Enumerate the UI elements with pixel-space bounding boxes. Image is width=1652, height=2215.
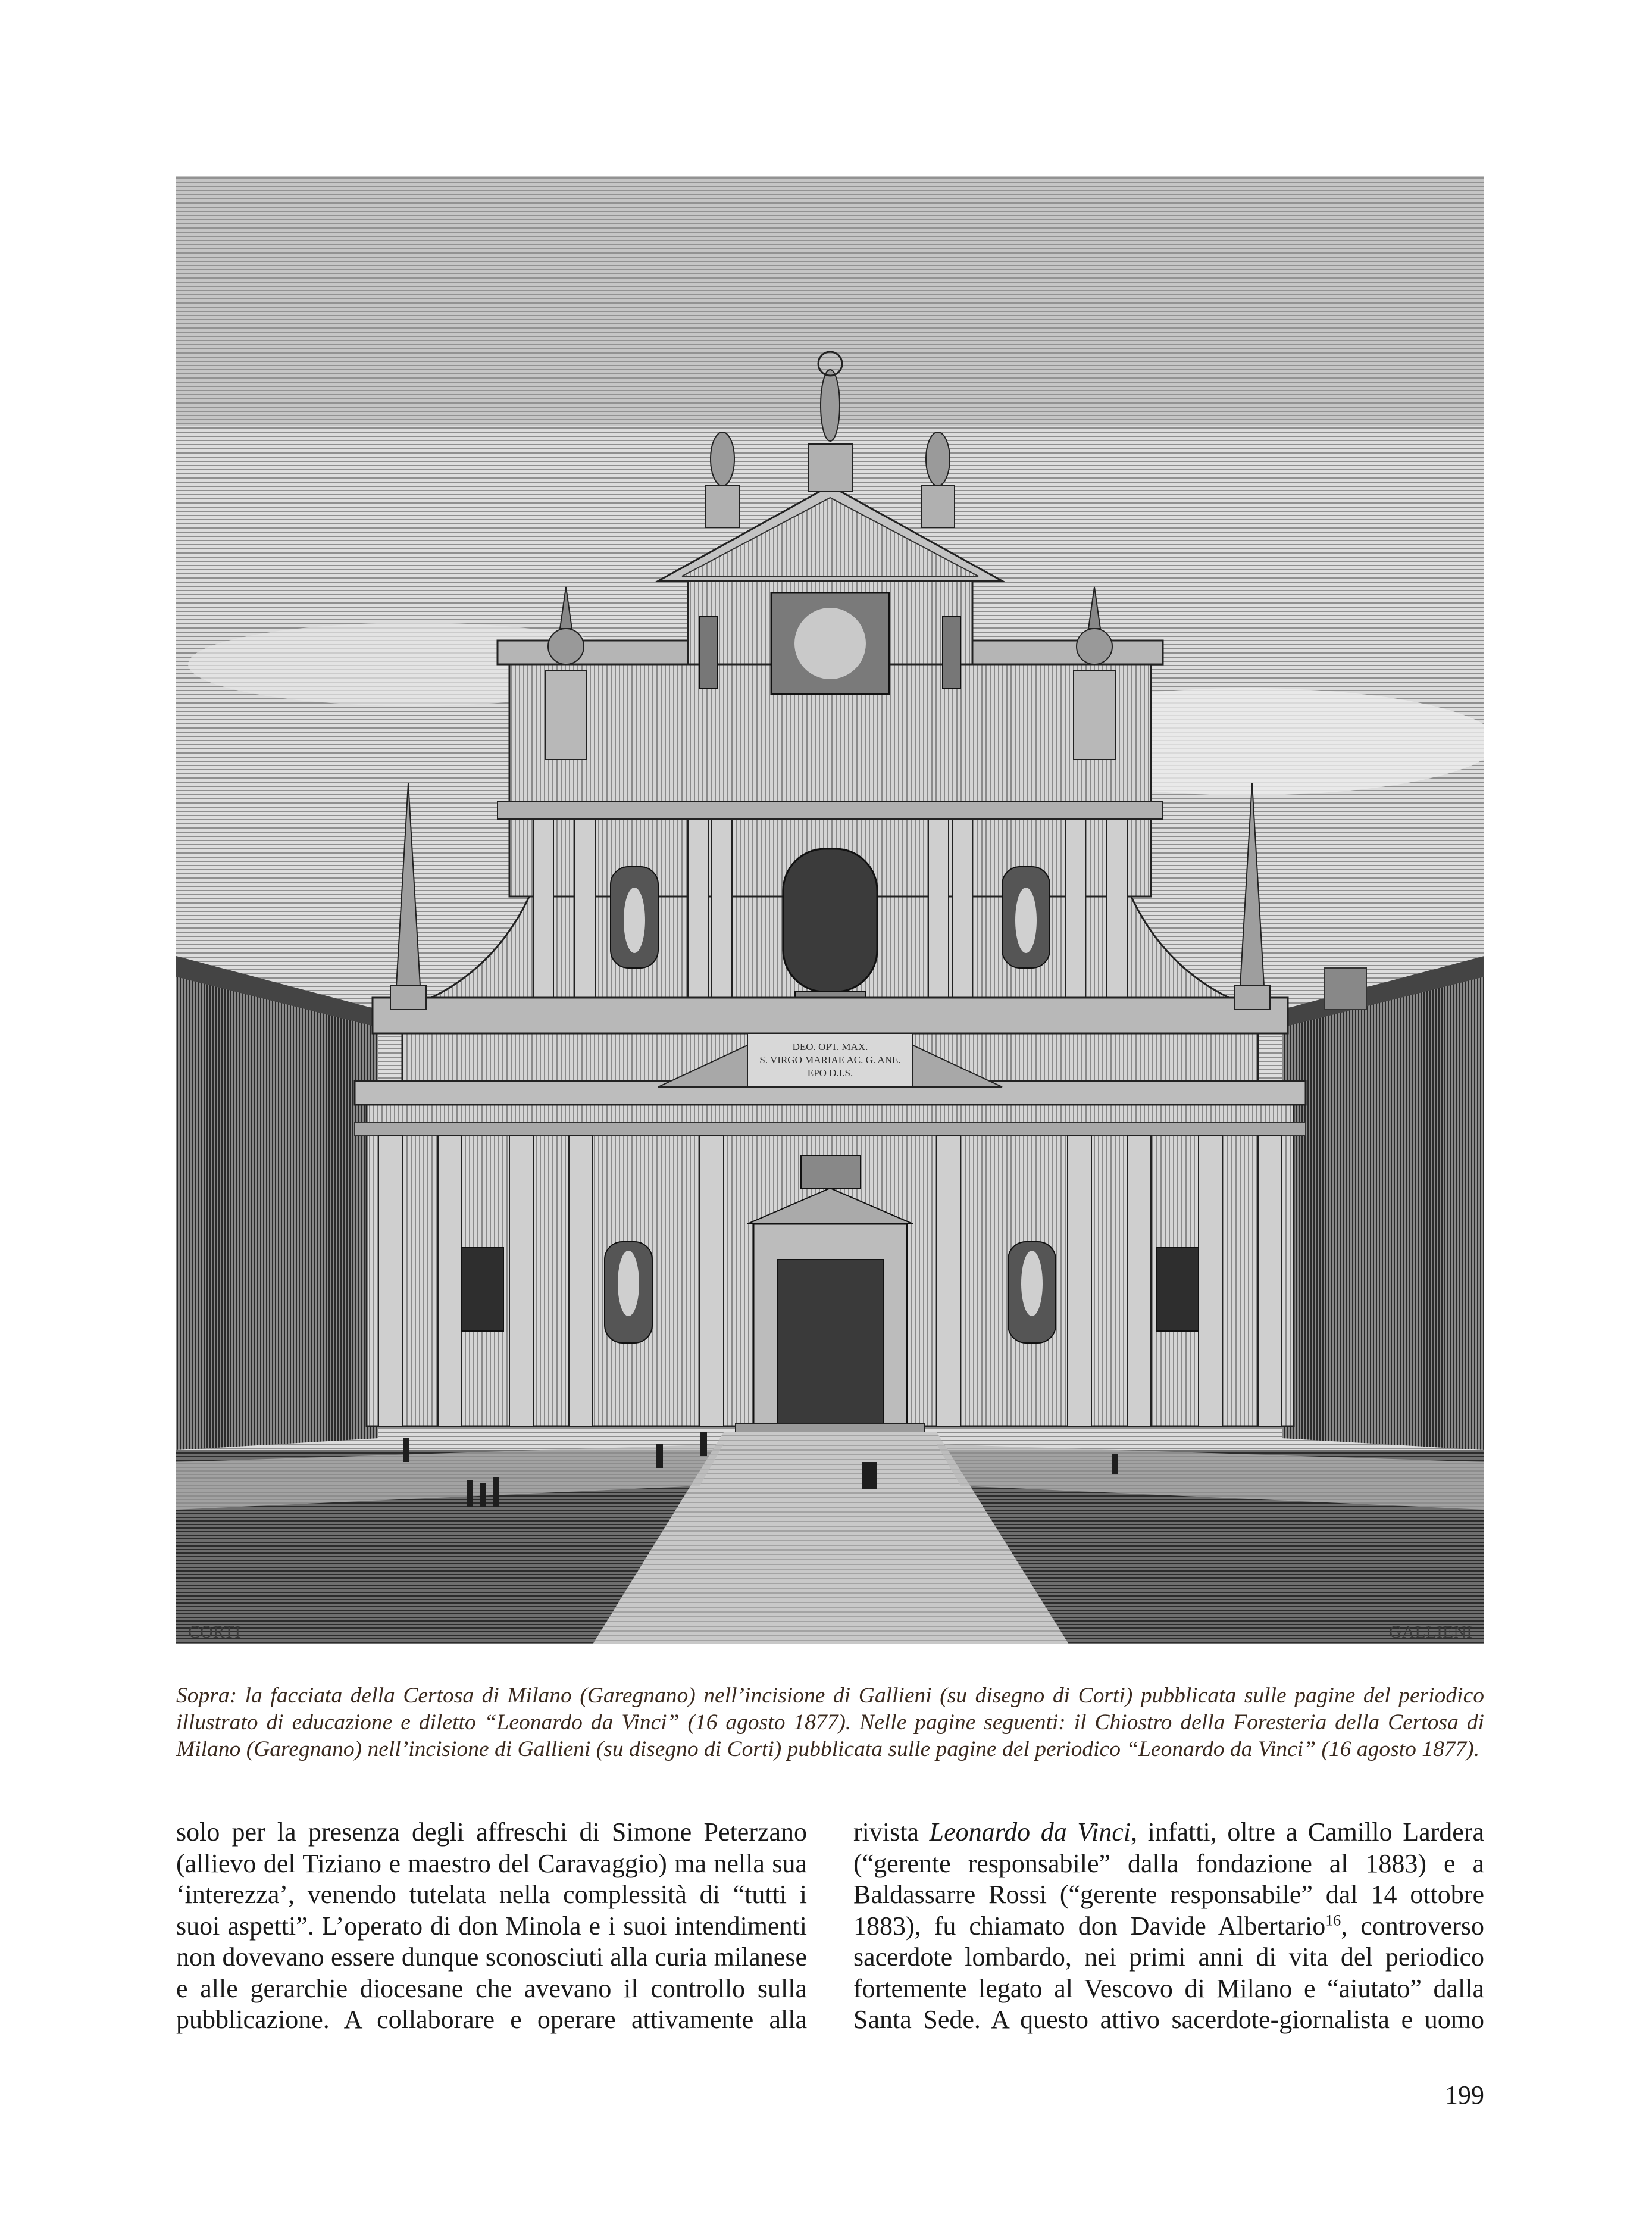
footnote-ref[interactable]: 16: [1325, 1911, 1341, 1929]
inscription-line-1: DEO. OPT. MAX.: [792, 1041, 868, 1052]
text-line: Santa Sede. A questo attivo sacerdote-giornalista e uomo: [853, 2005, 1484, 2034]
text-fragment: 1883), fu chiamato don Davide Albertario: [853, 1911, 1326, 1941]
text-line: (“gerente responsabile” dalla fondazione al 1883) e a: [853, 1848, 1484, 1878]
text-line: sacerdote lombardo, nei primi anni di vita del periodico: [853, 1942, 1484, 1972]
text-line: solo per la presenza degli affreschi di Simone Peterzano: [176, 1817, 807, 1847]
certosa-facade-engraving: [176, 176, 1484, 1644]
journal-title: Leonardo da Vinci: [929, 1817, 1131, 1847]
figure-caption: Sopra: la facciata della Certosa di Milano (Garegnano) nell’incisione di Gallieni (su disegno di Corti) pubblicata sulle pagine del periodico illustrato di educazione e diletto “Leonardo da Vinci” (16 agosto 1877). Nelle pagine seguenti: il Chiostro della Foresteria della Certosa di Milano (Garegnano) nell’incisione di Gallieni (su disegno di Corti) pubblicata sulle pagine del periodico “Leonardo da Vinci” (16 agosto 1877).: [176, 1683, 1484, 1761]
text-line: Baldassarre Rossi (“gerente responsabile” dal 14 ottobre: [853, 1880, 1484, 1909]
text-fragment: , controverso: [1341, 1911, 1484, 1941]
text-line: non dovevano essere dunque sconosciuti alla curia milanese: [176, 1942, 807, 1972]
page-number: 199: [1445, 2080, 1484, 2110]
body-column-left: [176, 1817, 807, 2036]
inscription-line-3: EPO D.I.S.: [807, 1067, 853, 1079]
text-line: [853, 1817, 1484, 1848]
text-line: e alle gerarchie diocesane che avevano il controllo sulla: [176, 1973, 807, 2003]
signature-left: CORTI: [188, 1622, 241, 1642]
engraving-figure: [176, 176, 1484, 1644]
text-line: suoi aspetti”. L’operato di don Minola e i suoi intendimenti: [176, 1911, 807, 1941]
text-line: (allievo del Tiziano e maestro del Caravaggio) ma nella sua: [176, 1848, 807, 1878]
text-line: fortemente legato al Vescovo di Milano e “aiutato” dalla: [853, 1973, 1484, 2003]
text-fragment: rivista: [853, 1817, 930, 1847]
text-line: ‘interezza’, venendo tutelata nella complessità di “tutti i: [176, 1880, 807, 1909]
text-line: pubblicazione. A collaborare e operare attivamente alla: [176, 2005, 807, 2034]
signature-right: GALLIENI: [1389, 1622, 1472, 1642]
inscription-line-2: S. VIRGO MARIAE AC. G. ANE.: [759, 1054, 901, 1066]
body-column-right: [853, 1817, 1484, 2036]
text-line: [853, 1911, 1484, 1942]
text-fragment: , infatti, oltre a Camillo Lardera: [1131, 1817, 1484, 1847]
